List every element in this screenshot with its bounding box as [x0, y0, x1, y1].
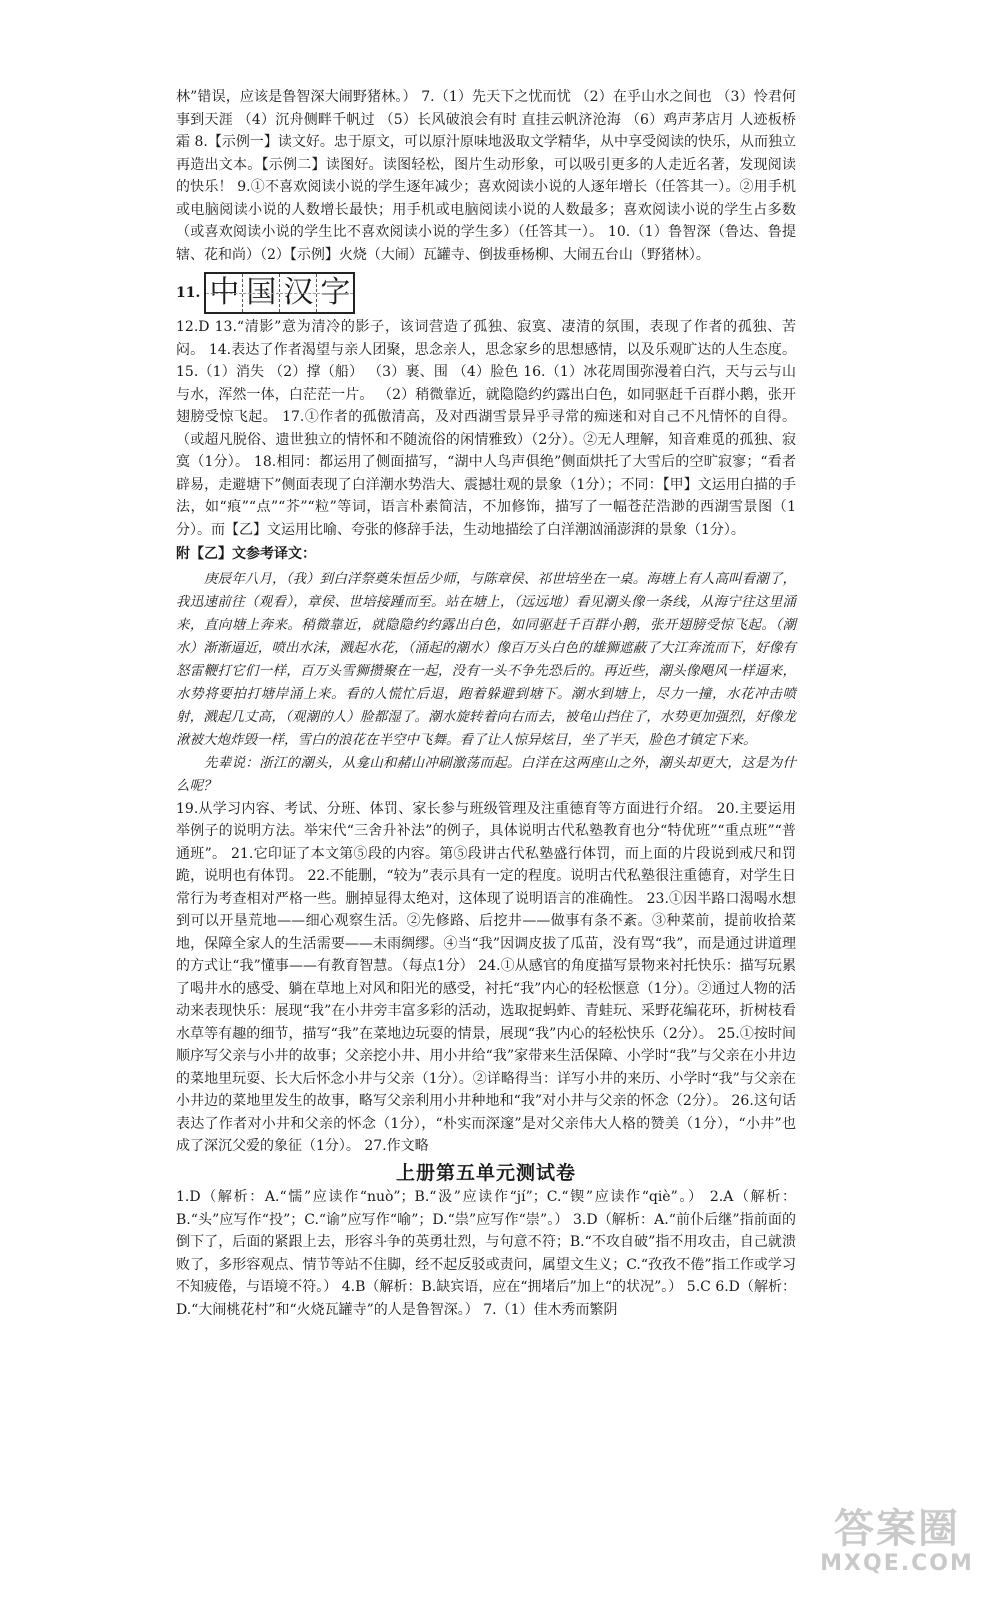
translation-paragraph-1: 庚辰年八月，（我）到白洋祭奠朱恒岳少师，与陈章侯、祁世培坐在一桌。海塘上有人高叫看潮了，我迅速前往（观看），章侯、世培接踵而至。站在塘上，（远远地）看见潮头像一条线，从海宁往这里涌来，直向塘上奔来。稍微靠近，就隐隐约约露出白色，如同驱赶千百群小鹅，张开翅膀受惊飞起。（潮水）渐渐逼近，喷出水沫，溅起水花，（涌起的潮水）像百万头白色的雄狮遮蔽了大江奔流而下，好像有怒雷鞭打它们一样，百万头雪狮攒聚在一起，没有一头不争先恐后的。再近些，潮头像飓风一样逼来，水势将要拍打塘岸涌上来。看的人慌忙后退，跑着躲避到塘下。潮水到塘上，尽力一撞，水花冲击喷射，溅起几丈高，（观潮的人）脸都湿了。潮水旋转着向右而去，被龟山挡住了，水势更加强烈，好像龙湫被大炮炸毁一样，雪白的浪花在半空中飞舞。看了让人惊异炫目，坐了半天，脸色才镇定下来。: [176, 570, 796, 748]
answer-block-11-18: 12.D 13.“清影”意为清冷的影子，该词营造了孤独、寂寞、凄清的氛围，表现了作者的孤独、苦闷。 14.表达了作者渴望与亲人团聚，思念亲人，思念家乡的思想感情，以及乐观旷达的人生态度。 15.（1）消失 （2）撑（船） （3）裹、围 （4）脸色 16.（1）冰花周围弥漫着白汽，天与云与山与水，浑然一体，白茫茫一片。 （2）稍微靠近，就隐隐约约露出白色，如同驱赶千百群小鹅，张开翅膀受惊飞起。 17.①作者的孤傲清高，及对西湖雪景异乎寻常的痴迷和对自己不凡情怀的自得。（或超凡脱俗、遗世独立的情怀和不随流俗的闲情雅致）（2分）。②无人理解，知音难觅的孤独、寂寞（1分）。 18.相同：都运用了侧面描写，“湖中人鸟声俱绝”侧面烘托了大雪后的空旷寂寥；“看者辟易，走避塘下”侧面表现了白洋潮水势浩大、震撼壮观的景象（1分）；不同：【甲】文运用白描的手法，如“痕”“点”“芥”“粒”等词，语言朴素简洁，不加修饰，描写了一幅苍茫浩渺的西湖雪景图（1分）。而【乙】文运用比喻、夸张的修辞手法，生动地描绘了白洋潮汹涌澎湃的景象（1分）。: [176, 319, 796, 538]
answer-block-19-27: 19.从学习内容、考试、分班、体罚、家长参与班级管理及注重德育等方面进行介绍。 20.主要运用举例子的说明方法。举宋代“三舍升补法”的例子，具体说明古代私塾教育也分“特优班”“重点班”“普通班”。 21.它印证了本文第⑤段的内容。第⑤段讲古代私塾盛行体罚，而上面的片段说到戒尺和罚跪，说明也有体罚。 22.不能删，“较为”表示具有一定的程度。说明古代私塾很注重德育，对学生日常行为考查相对严格一些。删掉显得太绝对，这体现了说明语言的准确性。 23.①因半路口渴喝水想到可以开垦荒地——细心观察生活。②先修路、后挖井——做事有条不紊。③种菜前，提前收拾菜地，保障全家人的生活需要——未雨绸缪。④当“我”因调皮拔了瓜苗，没有骂“我”，而是通过讲道理的方式让“我”懂事——有教育智慧。（每点1分） 24.①从感官的角度描写景物来衬托快乐：描写玩累了喝井水的感受、躺在草地上对风和阳光的感受，衬托“我”内心的轻松惬意（1分）。②通过人物的活动来表现快乐：展现“我”在小井旁丰富多彩的活动，选取捉蚂蚱、青蛙玩、采野花编花环，折树枝看水草等有趣的细节，描写“我”在菜地边玩耍的情景，展现“我”内心的轻松快乐（2分）。 25.①按时间顺序写父亲与小井的故事；父亲挖小井、用小井给“我”家带来生活保障、小学时“我”与父亲在小井边的菜地里玩耍、长大后怀念小井与父亲（1分）。②详略得当：详写小井的来历、小学时“我”与父亲在小井边的菜地里发生的故事，略写父亲利用小井种地和“我”对小井与父亲的怀念（2分）。 26.这句话表达了作者对小井和父亲的怀念（1分），“朴实而深邃”是对父亲伟大人格的赞美（1分），“小井”也成了深沉父爱的象征（1分）。 27.作文略: [176, 800, 796, 1154]
grid-char-1: 中: [206, 274, 243, 312]
answer-block-unit5: 1.D（解析：A.“懦”应读作“nuò”；B.“汲”应读作“jí”；C.“锲”应读作“qiè”。） 2.A（解析：B.“头”应写作“投”；C.“谕”应写作“喻”；D.“祟”应写作“崇”。） 3.D（解析：A.“前仆后继”指前面的倒下了，后面的紧跟上去，形容斗争的英勇壮烈，与句意不符；B.“不攻自破”指不用攻击，自己就溃败了，多形容观点、情节等站不住脚，经不起反驳或责问，属望文生义；C.“孜孜不倦”指工作或学习不知疲倦，与语境不符。） 4.B（解析：B.缺宾语，应在“拥堵后”加上“的状况”。） 5.C 6.D（解析：D.“大闹桃花村”和“火烧瓦罐寺”的人是鲁智深。） 7.（1）佳木秀而繁阴: [176, 1189, 796, 1318]
grid-char-4: 字: [317, 274, 353, 312]
watermark-url-text: MXQE.COM: [820, 1551, 974, 1576]
translation-heading: 附【乙】文参考译文：: [176, 546, 316, 562]
question-11-row: [176, 272, 796, 314]
answer-block-top: 林”错误，应该是鲁智深大闹野猪林。） 7.（1）先天下之忧而忧 （2）在乎山水之间也 （3）怜君何事到天涯 （4）沉舟侧畔千帆过 （5）长风破浪会有时 直挂云帆济沧海 （6）鸡声茅店月 人迹板桥霜 8.【示例一】读文好。忠于原文，可以原汁原味地汲取文学精华，从中享受阅读的快乐，从而独立再造出文本。【示例二】读图好。读图轻松，图片生动形象，可以吸引更多的人走近名著，发现阅读的快乐！ 9.①不喜欢阅读小说的学生逐年减少；喜欢阅读小说的人逐年增长（任答其一）。②用手机或电脑阅读小说的人数增长最快；用手机或电脑阅读小说的人数最多；喜欢阅读小说的学生占多数（或喜欢阅读小说的学生比不喜欢阅读小说的学生多）（任答其一）。 10.（1）鲁智深（鲁达、鲁提辖、花和尚）（2）【示例】火烧（大闹）瓦罐寺、倒拔垂杨柳、大闹五台山（野猪林）。: [176, 89, 796, 263]
character-grid: [204, 272, 355, 314]
watermark-logo: [812, 1506, 982, 1586]
grid-char-2: 国: [243, 274, 280, 312]
grid-char-3: 汉: [280, 274, 317, 312]
question-11-number: 11.: [176, 284, 201, 301]
answer-page: [176, 86, 796, 1321]
translation-paragraph-2: 先辈说：浙江的潮头，从龛山和赭山冲刷激荡而起。白洋在这两座山之外，潮头却更大，这是为什么呢？: [176, 754, 796, 794]
section-title: 上册第五单元测试卷: [395, 1161, 576, 1184]
watermark-main-text: 答案圈: [834, 1506, 960, 1552]
